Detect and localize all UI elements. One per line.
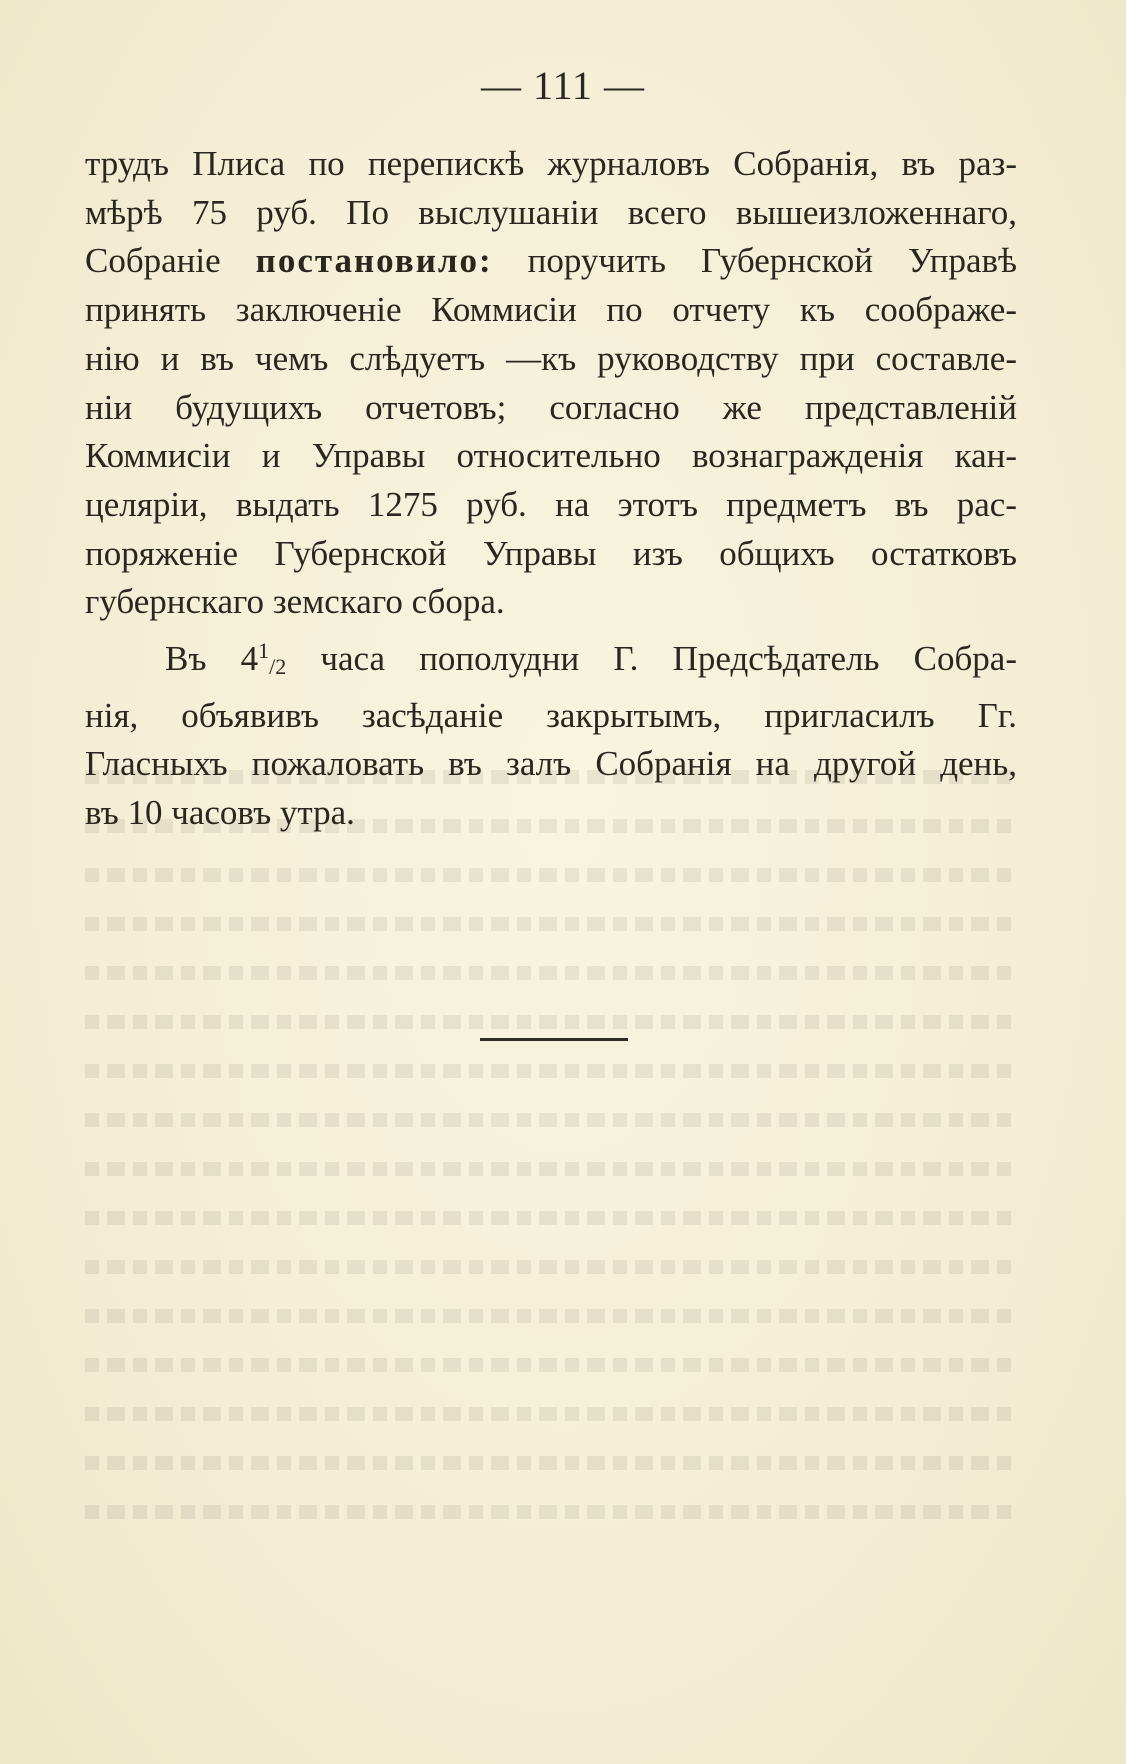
bleed-line <box>85 1309 1017 1323</box>
text-fragment: Собраніе <box>85 241 221 281</box>
bleed-line <box>85 1260 1017 1274</box>
text-line: трудъ Плиса по перепискѣ журналовъ Собранія, въ раз- <box>85 144 1017 183</box>
text-line: принять заключеніе Коммисіи по отчету къ соображе- <box>85 290 1017 330</box>
text-line: Коммисіи и Управы относительно вознагражденія кан- <box>85 436 1017 476</box>
bleed-line <box>85 1211 1017 1225</box>
bleed-line <box>85 1064 1017 1078</box>
bleed-line <box>85 770 1017 784</box>
text-line <box>85 237 1017 286</box>
text-line: целяріи, выдать 1275 руб. на этотъ предметъ въ рас- <box>85 484 1017 524</box>
text-line: мѣрѣ 75 руб. По выслушаніи всего вышеизложеннаго, <box>85 192 1017 232</box>
body-text <box>85 140 1017 838</box>
bleed-line <box>85 1113 1017 1127</box>
emphasized-word: постановило: <box>255 241 493 281</box>
bleed-line <box>85 868 1017 882</box>
bleed-line <box>85 966 1017 980</box>
bleed-line <box>85 917 1017 931</box>
text-line: ніи будущихъ отчетовъ; согласно же представленій <box>85 387 1017 427</box>
text-line: поряженіе Губернской Управы изъ общихъ остатковъ <box>85 533 1017 573</box>
bleed-line <box>85 1015 1017 1029</box>
page-number: — 111 — <box>480 63 646 108</box>
text-line: въ 10 часовъ утра. <box>85 793 355 833</box>
text-fragment: поручить Губернской Управѣ <box>527 241 1017 281</box>
text-fragment: часа пополудни Г. Предсѣдатель Собра- <box>286 639 1017 679</box>
bleed-line <box>85 1505 1017 1519</box>
bleed-line <box>85 819 1017 833</box>
text-line <box>85 627 1017 692</box>
text-line: губернскаго земскаго сбора. <box>85 582 505 622</box>
text-line: нія, объявивъ засѣданіе закрытымъ, пригласилъ Гг. <box>85 695 1017 735</box>
bleed-line <box>85 1407 1017 1421</box>
bleed-line <box>85 1162 1017 1176</box>
fraction-numerator: 1 <box>258 638 270 664</box>
bleed-line <box>85 1456 1017 1470</box>
bleed-through-texture <box>85 770 1017 1590</box>
fraction-denominator: /2 <box>269 654 287 680</box>
text-line: Гласныхъ пожаловать въ залъ Собранія на другой день, <box>85 744 1017 784</box>
text-fragment: Въ 4 <box>165 639 259 679</box>
bleed-line <box>85 1358 1017 1372</box>
text-line: нію и въ чемъ слѣдуетъ —къ руководству при составле- <box>85 338 1017 378</box>
